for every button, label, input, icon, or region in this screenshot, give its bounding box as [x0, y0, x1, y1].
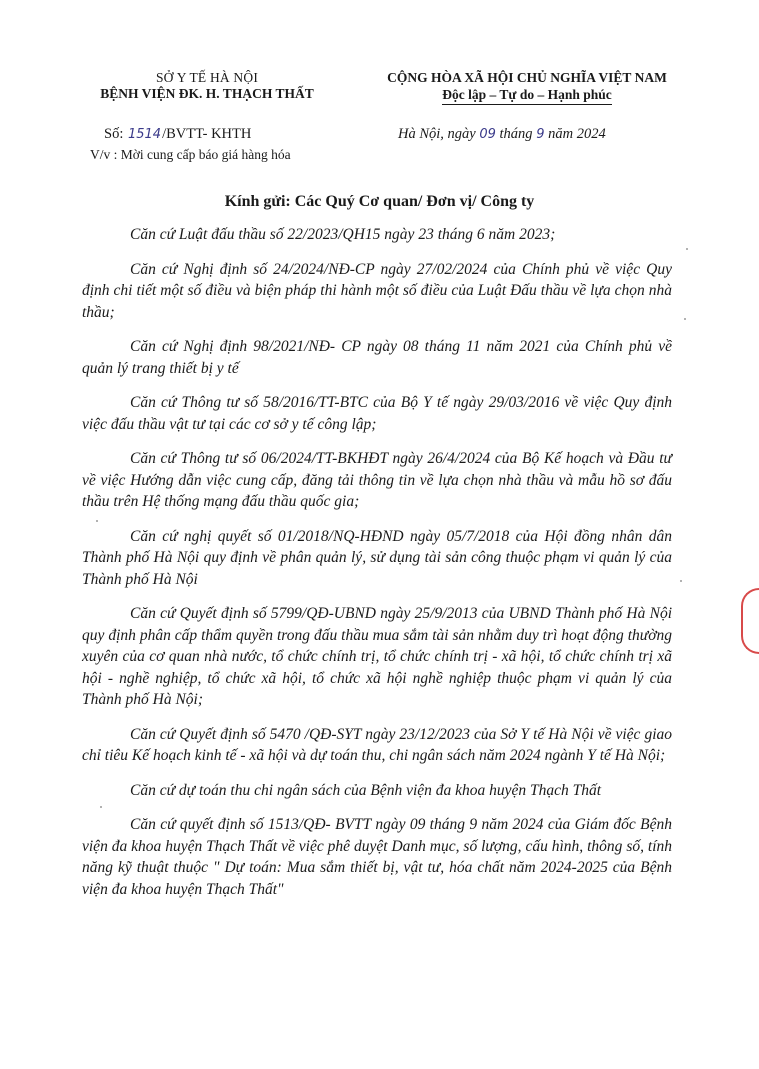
date-year: năm 2024	[548, 126, 606, 142]
document-number-handwritten: 1514	[127, 127, 162, 142]
scan-speck	[684, 318, 686, 320]
scan-speck	[100, 806, 102, 808]
agency-name: SỞ Y TẾ HÀ NỘI	[155, 70, 259, 85]
legal-basis-paragraph: Căn cứ nghị quyết số 01/2018/NQ-HĐND ngày 05/7/2018 của Hội đồng nhân dân Thành phố Hà Nội quy định về phân quản lý, sử dụng tài sản công thuộc phạm vi quản lý của Thành phố Hà Nội	[82, 527, 672, 588]
date-day-handwritten: 09	[479, 127, 496, 142]
legal-basis-paragraph: Căn cứ Quyết định số 5799/QĐ-UBND ngày 25/9/2013 của UBND Thành phố Hà Nội quy định phân cấp thẩm quyền trong đấu thầu mua sắm tài sản nhằm duy trì hoạt động thường xuyên của cơ quan nhà nước, tổ chức chính trị, tổ chức chính trị - xã hội, tổ chức chính trị xã hội - nghề nghiệp, tổ chức xã hội, tổ chức xã hội nghề nghiệp thuộc phạm vi quản lý của Thành phố Hà Nội;	[82, 605, 672, 708]
document-subject: V/v : Mời cung cấp báo giá hàng hóa	[90, 147, 291, 162]
national-header	[342, 70, 712, 105]
scan-speck	[680, 580, 682, 582]
document-date	[398, 126, 606, 143]
legal-basis-paragraph: Căn cứ quyết định số 1513/QĐ- BVTT ngày 09 tháng 9 năm 2024 của Giám đốc Bệnh viện đa khoa huyện Thạch Thất về việc phê duyệt Danh mục, số lượng, cấu hình, thông số, tính năng kỹ thuật thuộc " Dự toán: Mua sắm thiết bị, vật tư, hóa chất năm 2024-2025 của Bệnh viện đa khoa huyện Thạch Thất"	[82, 816, 672, 898]
legal-basis-paragraph: Căn cứ Nghị định 98/2021/NĐ- CP ngày 08 tháng 11 năm 2021 của Chính phủ về quản lý trang thiết bị y tế	[82, 338, 672, 377]
greeting: Kính gửi: Các Quý Cơ quan/ Đơn vị/ Công ty	[224, 193, 535, 210]
legal-basis-paragraph: Căn cứ Quyết định số 5470 /QĐ-SYT ngày 23/12/2023 của Sở Y tế Hà Nội về việc giao chỉ tiêu Kế hoạch kinh tế - xã hội và dự toán thu, chi ngân sách năm 2024 ngành Y tế Hà Nội;	[82, 725, 672, 764]
organization-name: BỆNH VIỆN ĐK. H. THẠCH THẤT	[100, 86, 314, 101]
legal-basis-paragraph: Căn cứ Luật đấu thầu số 22/2023/QH15 ngày 23 tháng 6 năm 2023;	[130, 226, 556, 243]
scan-speck	[686, 248, 688, 250]
date-month-label: tháng	[499, 126, 533, 142]
national-motto: Độc lập – Tự do – Hạnh phúc	[442, 87, 612, 105]
document-number-prefix: Số:	[104, 126, 124, 142]
document-number-suffix: /BVTT- KHTH	[162, 126, 252, 142]
seal-edge-mark	[741, 588, 759, 654]
national-title: CỘNG HÒA XÃ HỘI CHỦ NGHĨA VIỆT NAM	[387, 70, 667, 85]
date-month-handwritten: 9	[536, 127, 545, 142]
document-body	[82, 224, 672, 913]
document-number	[104, 126, 251, 143]
legal-basis-paragraph: Căn cứ dự toán thu chi ngân sách của Bệnh viện đa khoa huyện Thạch Thất	[130, 781, 602, 799]
issuer-header	[62, 70, 352, 102]
legal-basis-paragraph: Căn cứ Nghị định số 24/2024/NĐ-CP ngày 27/02/2024 của Chính phủ về việc Quy định chi tiết một số điều và biện pháp thi hành một số điều của Luật Đấu thầu về lựa chọn nhà thầu;	[82, 260, 672, 321]
legal-basis-paragraph: Căn cứ Thông tư số 06/2024/TT-BKHĐT ngày 26/4/2024 của Bộ Kế hoạch và Đầu tư về việc Hướng dẫn việc cung cấp, đăng tải thông tin về lựa chọn nhà thầu và mẫu hồ sơ đấu thầu trên Hệ thống mạng đấu thầu quốc gia;	[82, 450, 672, 510]
scan-speck	[96, 520, 98, 522]
date-place: Hà Nội, ngày	[398, 126, 476, 142]
legal-basis-paragraph: Căn cứ Thông tư số 58/2016/TT-BTC của Bộ Y tế ngày 29/03/2016 về việc Quy định việc đấu thầu vật tư tại các cơ sở y tế công lập;	[82, 394, 672, 433]
